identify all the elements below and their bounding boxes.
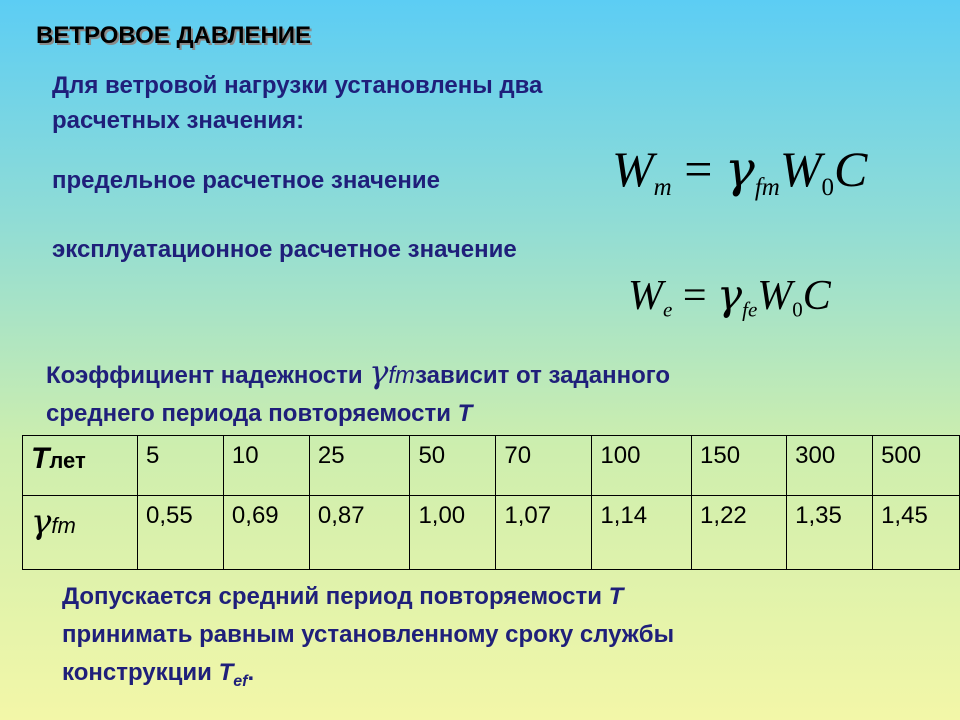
footer-line-1: Допускается средний период повторяемости Т xyxy=(62,583,624,610)
footer-line-3: конструкции $T_{ef}$. xyxy=(62,659,255,690)
table-cell: 50 xyxy=(410,436,496,496)
table-cell: 0,69 xyxy=(223,496,309,570)
table-row-periods xyxy=(23,436,960,496)
header-return-period: Tлет xyxy=(23,436,138,496)
table-cell: 1,07 xyxy=(496,496,592,570)
table-cell: 300 xyxy=(787,436,873,496)
table-cell: 1,22 xyxy=(692,496,787,570)
operational-value-label: эксплуатационное расчетное значение xyxy=(52,236,517,263)
intro-paragraph xyxy=(52,68,542,138)
table-cell: 1,00 xyxy=(410,496,496,570)
table-cell: 5 xyxy=(137,436,223,496)
coef-line-1: Коэффициент надежности γfmзависит от заданного xyxy=(46,353,671,391)
table-cell: 0,87 xyxy=(309,496,410,570)
table-cell: 10 xyxy=(223,436,309,496)
footer-line-2: принимать равным установленному сроку службы xyxy=(62,621,675,648)
table-cell: 25 xyxy=(309,436,410,496)
table-cell: 1,14 xyxy=(592,496,692,570)
limit-value-label: предельное расчетное значение xyxy=(52,167,440,194)
table-cell: 150 xyxy=(692,436,787,496)
formula-operational-value: $W_e = \gamma_{fe}W_0C$ xyxy=(628,270,831,322)
intro-line-1: Для ветровой нагрузки установлены два xyxy=(52,72,543,99)
table-cell: 70 xyxy=(496,436,592,496)
table-cell: 100 xyxy=(592,436,692,496)
formula-limit-value: $W_m = \gamma_{fm}W_0C$ xyxy=(612,140,868,201)
slide-title: ВЕТРОВОЕ ДАВЛЕНИЕ xyxy=(36,22,312,49)
table-cell: 500 xyxy=(873,436,960,496)
coef-line-2: среднего периода повторяемости T xyxy=(46,400,473,427)
intro-line-2: расчетных значения: xyxy=(52,107,305,134)
reliability-coefficient-text xyxy=(46,353,670,433)
table-cell: 1,35 xyxy=(787,496,873,570)
table-row-coefficients xyxy=(23,496,960,570)
header-reliability-coefficient: γfm xyxy=(23,496,138,570)
table-cell: 0,55 xyxy=(137,496,223,570)
footer-note xyxy=(62,578,674,701)
reliability-table xyxy=(22,435,960,570)
table-cell: 1,45 xyxy=(873,496,960,570)
